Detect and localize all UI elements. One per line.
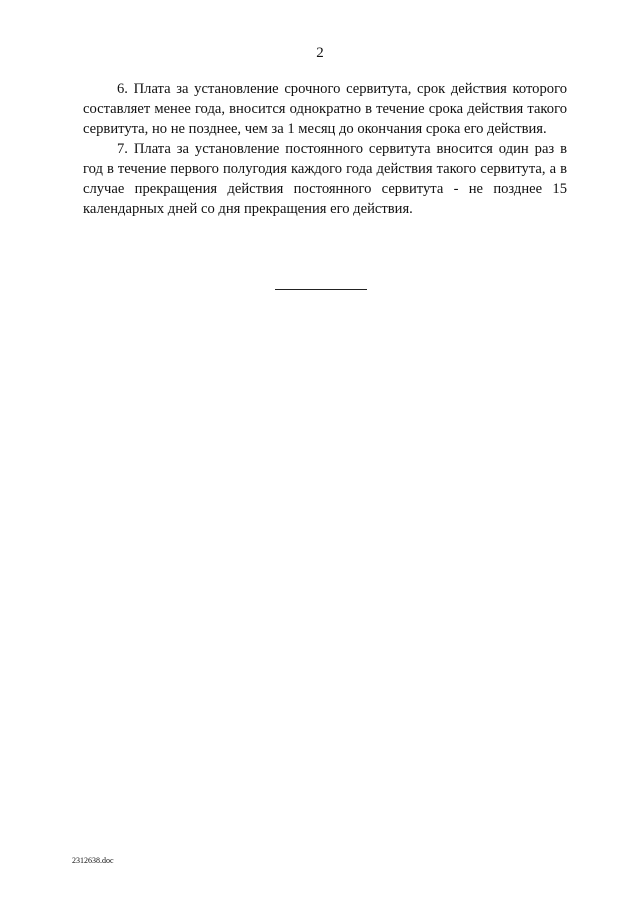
paragraph-7: 7. Плата за установление постоянного сервитута вносится один раз в год в течение первого полугодия каждого года действия такого сервитута, а в случае прекращения действия постоянного сервитута - не позднее 15 календарных дней со дня прекращения его действия. — [83, 141, 567, 217]
document-body — [83, 79, 567, 219]
page-number: 2 — [316, 45, 324, 61]
file-name-label: 2312638.doc — [72, 856, 114, 865]
end-separator-line — [275, 289, 367, 290]
paragraph-6: 6. Плата за установление срочного сервитута, срок действия которого составляет менее года, вносится однократно в течение срока действия такого сервитута, но не позднее, чем за 1 месяц до окончания срока его действия. — [83, 81, 567, 137]
